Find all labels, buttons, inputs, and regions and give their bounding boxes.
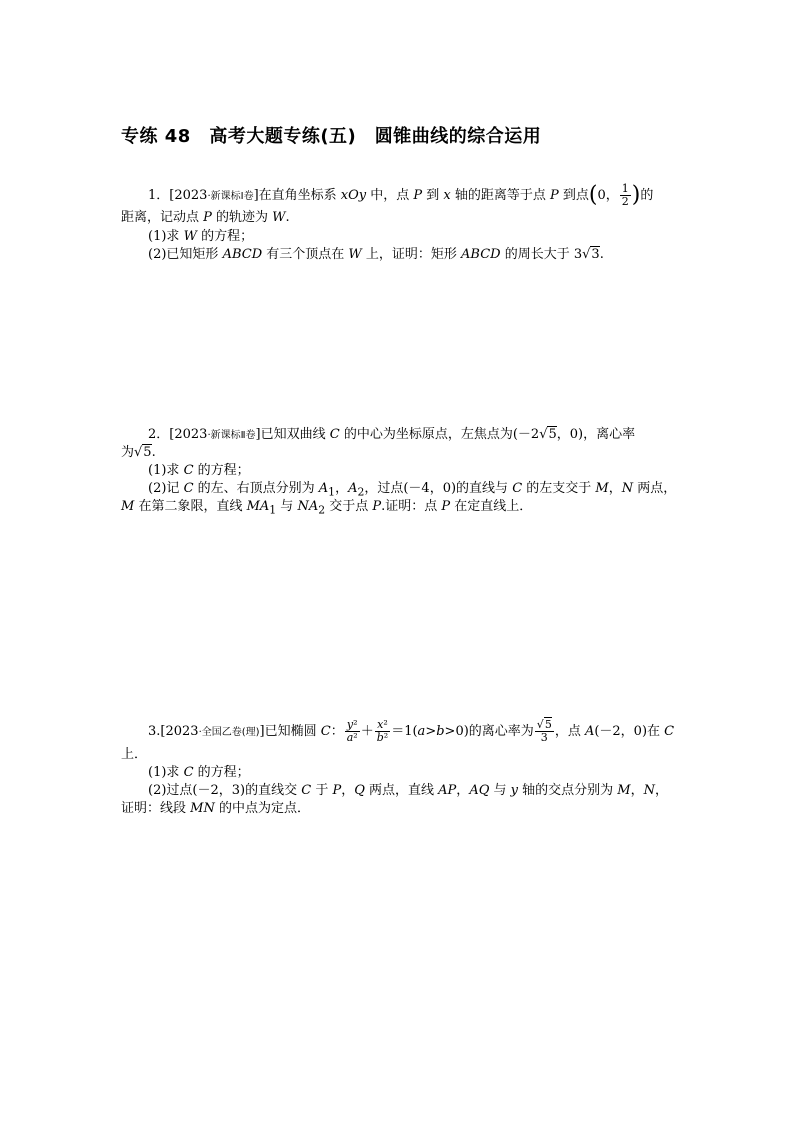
problem-1-line-1: 1．[2023·新课标Ⅰ卷]在直角坐标系 xOy 中，点 P 到 x 轴的距离等于点 P 到点(0， $\frac{1}{2}$ )的 [148,182,654,208]
page-title: 专练 48 高考大题专练(五) 圆锥曲线的综合运用 [121,126,542,147]
problem-2-line-5: M 在第二象限，直线 $MA_1$ 与 $NA_2$ 交于点 P.证明：点 P 在定直线上． [121,499,533,517]
problem-1-line-3: (1)求 W 的方程； [148,229,254,244]
problem-3-line-4: (2)过点(－2，3)的直线交 C 于 P，Q 两点，直线 AP，AQ 与 y 轴的交点分别为 M，N， [148,783,668,798]
problem-3-line-3: (1)求 C 的方程； [148,765,250,780]
problem-3-line-2: 上． [121,747,148,762]
problem-3-line-5: 证明：线段 MN 的中点为定点． [121,801,310,816]
problem-2-line-1: 2．[2023·新课标Ⅱ卷]已知双曲线 C 的中心为坐标原点，左焦点为(－2√5，0)，离心率 [148,427,636,442]
problem-1-line-4: (2)已知矩形 ABCD 有三个顶点在 W 上，证明：矩形 ABCD 的周长大于 3√3. [148,247,604,262]
problem-1-line-2: 距离，记动点 P 的轨迹为 W. [121,210,290,225]
problem-2-line-4: (2)记 C 的左、右顶点分别为 $A_1$，$A_2$，过点(－4，0)的直线与 C 的左支交于 M，N 两点， [148,481,677,499]
problem-3-line-1: 3.[2023·全国乙卷(理)]已知椭圆 C： $\frac{\text{y²}}{\text{a²}}$ ＋ $\frac{\text{x²}}{\text{b²}}$ ＝1(a>b>0)的离心率为 $\frac{√5}{3}$ ，点 A(－2，0)在 C [148,718,675,744]
problem-2-line-2: 为√5. [121,445,156,460]
problem-2-line-3: (1)求 C 的方程； [148,463,250,478]
